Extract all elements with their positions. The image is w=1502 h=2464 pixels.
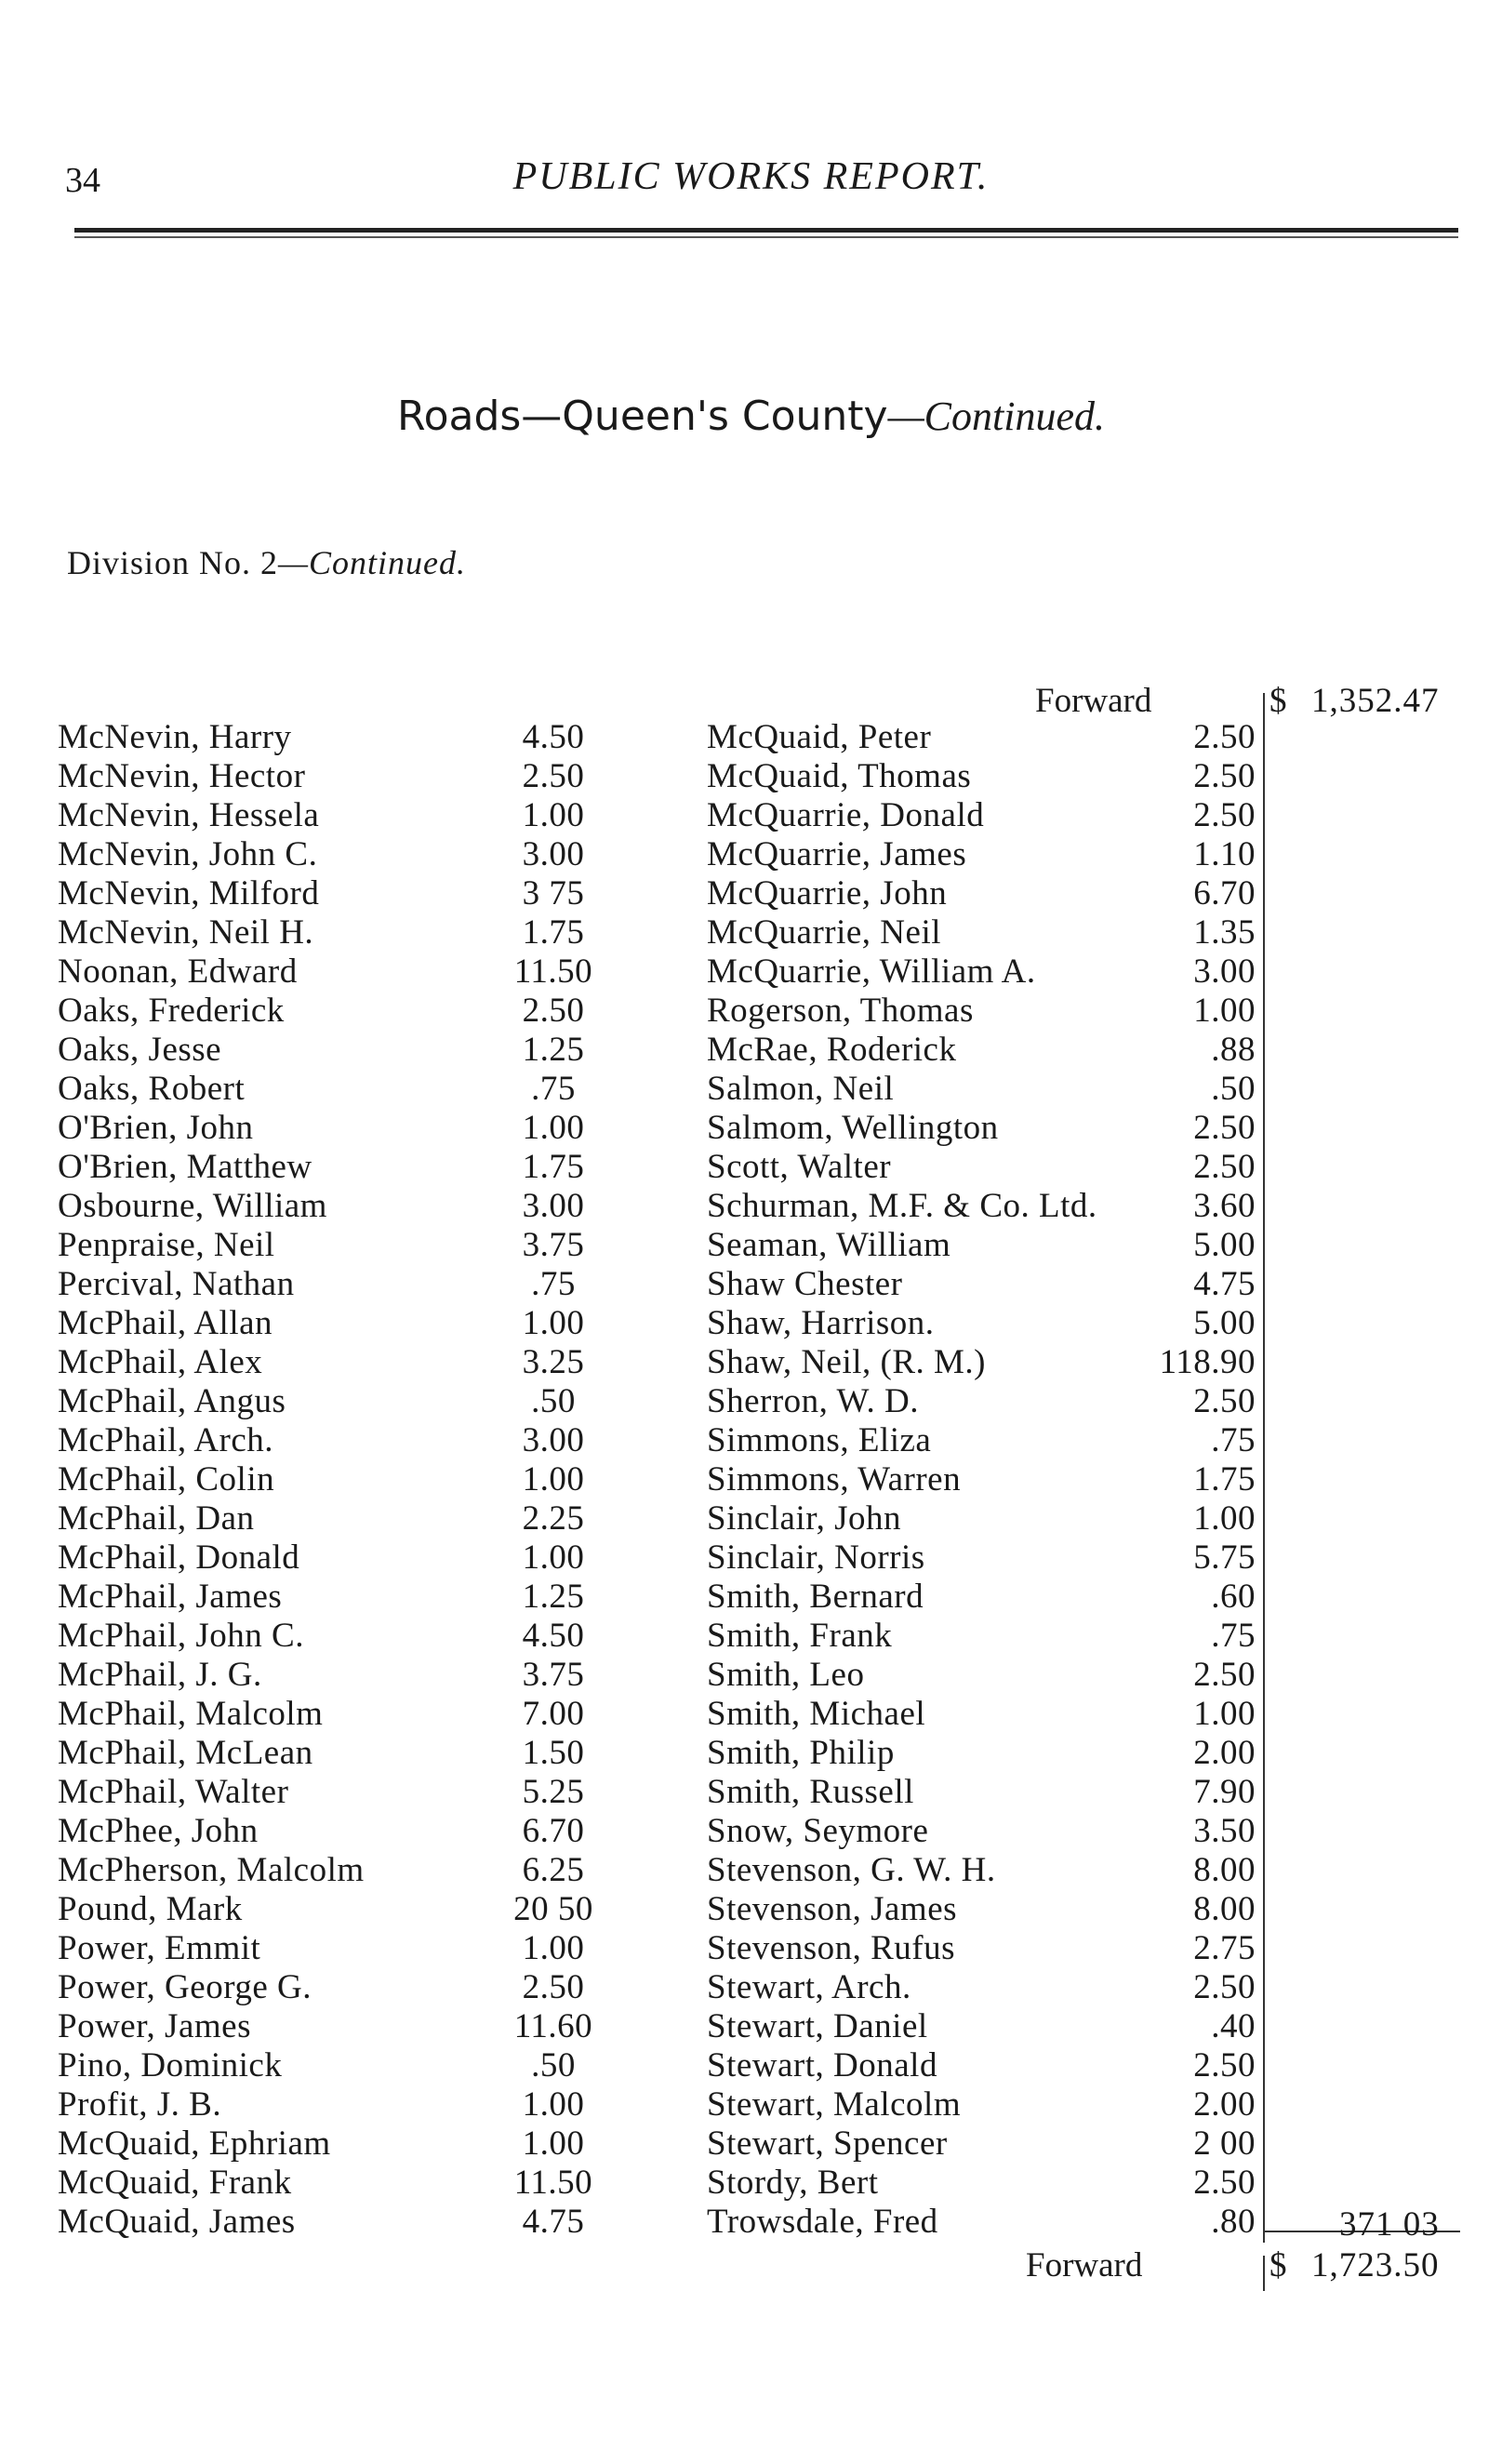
- entry-name: Smith, Frank: [707, 1617, 893, 1655]
- entry-amount: 2.00: [1193, 2085, 1256, 2124]
- left-amounts-column: [502, 718, 605, 2242]
- entry-amount: .75: [1211, 1421, 1256, 1459]
- entry-amount: 5.25: [522, 1773, 585, 1811]
- entry-name: O'Brien, Matthew: [58, 1148, 312, 1186]
- right-names-column: [707, 718, 1097, 2242]
- entry-name: Pino, Dominick: [58, 2046, 283, 2084]
- entry-name: Scott, Walter: [707, 1148, 892, 1186]
- amount-column-rule: [1263, 693, 1265, 2243]
- entry-amount: 7.90: [1193, 1773, 1256, 1811]
- entry-amount: 1.00: [522, 1929, 585, 1967]
- entry-name: McPhail, Colin: [58, 1460, 275, 1498]
- entry-amount: 2.50: [522, 992, 585, 1030]
- entry-name: Oaks, Jesse: [58, 1031, 222, 1069]
- entry-name: McNevin, Hector: [58, 757, 306, 795]
- entry-amount: 2.50: [1193, 2046, 1256, 2084]
- entry-name: Profit, J. B.: [58, 2085, 222, 2124]
- entry-name: Rogerson, Thomas: [707, 992, 974, 1030]
- entry-name: McPhail, John C.: [58, 1617, 304, 1655]
- entry-name: McPhail, Allan: [58, 1304, 273, 1342]
- entry-amount: 5.75: [1193, 1538, 1256, 1577]
- entry-amount: 1.00: [522, 796, 585, 834]
- entry-name: Oaks, Robert: [58, 1070, 246, 1108]
- entry-amount: 2.50: [522, 1968, 585, 2006]
- entry-amount: 1.00: [1193, 1695, 1256, 1733]
- forward-column-rule: [1263, 2256, 1265, 2291]
- entry-amount: 1.00: [522, 2124, 585, 2163]
- entry-name: McPhail, Arch.: [58, 1421, 274, 1459]
- entry-amount: 1.75: [1193, 1460, 1256, 1498]
- entry-name: Stordy, Bert: [707, 2164, 879, 2202]
- entry-amount: 1.00: [522, 1304, 585, 1342]
- entry-name: Stewart, Spencer: [707, 2124, 948, 2163]
- entry-name: Salmom, Wellington: [707, 1109, 999, 1147]
- entry-amount: 8.00: [1193, 1851, 1256, 1889]
- entry-name: Stewart, Donald: [707, 2046, 937, 2084]
- entry-name: McNevin, Harry: [58, 718, 292, 756]
- entry-name: McQuarrie, Neil: [707, 913, 942, 952]
- entry-name: McQuaid, Thomas: [707, 757, 972, 795]
- entry-name: Seaman, William: [707, 1226, 951, 1264]
- division-heading: [67, 543, 466, 582]
- entry-amount: .75: [531, 1070, 576, 1108]
- entry-name: Sinclair, John: [707, 1499, 902, 1538]
- entry-amount: 3.00: [522, 1421, 585, 1459]
- entry-amount: 1.00: [1193, 992, 1256, 1030]
- right-amounts-column: [1116, 718, 1256, 2242]
- entry-name: Sherron, W. D.: [707, 1382, 919, 1420]
- entry-amount: 2.75: [1193, 1929, 1256, 1967]
- entry-amount: 3.75: [522, 1226, 585, 1264]
- entry-amount: .50: [531, 1382, 576, 1420]
- section-title: Roads—Queen's County: [396, 393, 888, 440]
- entry-name: McNevin, Hessela: [58, 796, 320, 834]
- entry-amount: .88: [1211, 1031, 1256, 1069]
- entry-amount: 6.70: [1193, 874, 1256, 912]
- section-title-continued: —Continued.: [887, 393, 1106, 439]
- entry-amount: 1.00: [522, 1538, 585, 1577]
- entry-amount: 5.00: [1193, 1304, 1256, 1342]
- entry-amount: 2.50: [1193, 757, 1256, 795]
- entry-amount: 3.00: [1193, 952, 1256, 991]
- forward-dollar-top: $: [1269, 682, 1287, 720]
- entry-amount: .50: [531, 2046, 576, 2084]
- entry-amount: .80: [1211, 2203, 1256, 2241]
- entry-amount: 3.50: [1193, 1812, 1256, 1850]
- entry-amount: 1.50: [522, 1734, 585, 1772]
- entry-name: Osbourne, William: [58, 1187, 327, 1225]
- entry-name: Pound, Mark: [58, 1890, 243, 1928]
- entry-amount: 2.50: [1193, 1656, 1256, 1694]
- entry-name: Power, George G.: [58, 1968, 312, 2006]
- entry-name: Stevenson, James: [707, 1890, 958, 1928]
- entry-amount: 1.75: [522, 913, 585, 952]
- entry-name: McPhail, Donald: [58, 1538, 300, 1577]
- entry-name: McQuarrie, William A.: [707, 952, 1036, 991]
- entry-name: McQuarrie, John: [707, 874, 948, 912]
- entry-amount: 4.75: [1193, 1265, 1256, 1303]
- division-label: Division No. 2: [67, 544, 279, 581]
- entry-amount: .75: [531, 1265, 576, 1303]
- header-rule-thin: [74, 236, 1458, 238]
- entry-name: Power, Emmit: [58, 1929, 261, 1967]
- entry-name: Smith, Michael: [707, 1695, 926, 1733]
- entry-amount: 4.75: [522, 2203, 585, 2241]
- entry-name: Penpraise, Neil: [58, 1226, 275, 1264]
- entry-amount: 11.50: [513, 952, 593, 991]
- entry-name: Shaw, Harrison.: [707, 1304, 935, 1342]
- entry-name: McPhail, Alex: [58, 1343, 263, 1381]
- entry-amount: .40: [1211, 2007, 1256, 2045]
- running-title: PUBLIC WORKS REPORT.: [512, 155, 990, 198]
- entry-name: McPhail, James: [58, 1578, 283, 1616]
- section-heading: [0, 393, 1502, 440]
- division-continued: —Continued.: [278, 544, 467, 581]
- entry-name: Shaw, Neil, (R. M.): [707, 1343, 986, 1381]
- entry-amount: 3.25: [522, 1343, 585, 1381]
- entry-name: Smith, Bernard: [707, 1578, 924, 1616]
- entry-amount: 2.00: [1193, 1734, 1256, 1772]
- entry-name: Stewart, Malcolm: [707, 2085, 962, 2124]
- entry-amount: 118.90: [1159, 1343, 1256, 1381]
- entry-amount: 1.35: [1193, 913, 1256, 952]
- entry-amount: 1.00: [522, 1109, 585, 1147]
- entry-amount: .75: [1211, 1617, 1256, 1655]
- entry-amount: 8.00: [1193, 1890, 1256, 1928]
- entry-name: McPhail, McLean: [58, 1734, 313, 1772]
- entry-name: Stewart, Arch.: [707, 1968, 911, 2006]
- entry-amount: 1.10: [1193, 835, 1256, 873]
- entry-name: O'Brien, John: [58, 1109, 254, 1147]
- entry-amount: 5.00: [1193, 1226, 1256, 1264]
- entry-name: Noonan, Edward: [58, 952, 298, 991]
- entry-name: McPhail, Angus: [58, 1382, 286, 1420]
- entry-name: McRae, Roderick: [707, 1031, 957, 1069]
- entry-name: McPhail, Malcolm: [58, 1695, 324, 1733]
- forward-dollar-bottom: $: [1269, 2246, 1287, 2284]
- entry-amount: 1.75: [522, 1148, 585, 1186]
- entry-amount: 2.25: [522, 1499, 585, 1538]
- entry-amount: 3.00: [522, 1187, 585, 1225]
- entry-amount: 3 75: [522, 874, 585, 912]
- entry-amount: 1.25: [522, 1578, 585, 1616]
- entry-name: Smith, Leo: [707, 1656, 865, 1694]
- entry-name: Power, James: [58, 2007, 251, 2045]
- entry-amount: 3.75: [522, 1656, 585, 1694]
- entry-amount: 4.50: [522, 1617, 585, 1655]
- entry-name: McNevin, Milford: [58, 874, 320, 912]
- entry-name: Salmon, Neil: [707, 1070, 895, 1108]
- entry-amount: 2.50: [1193, 718, 1256, 756]
- forward-label-bottom: Forward: [1026, 2246, 1143, 2284]
- entry-amount: 1.25: [522, 1031, 585, 1069]
- entry-name: Smith, Philip: [707, 1734, 895, 1772]
- left-names-column: [58, 718, 365, 2242]
- column-total: 371 03: [1339, 2205, 1440, 2244]
- forward-amount-bottom: 1,723.50: [1311, 2246, 1440, 2284]
- forward-label-top: Forward: [1035, 682, 1152, 720]
- entry-name: Stevenson, G. W. H.: [707, 1851, 996, 1889]
- entry-amount: 11.60: [513, 2007, 593, 2045]
- entry-amount: .60: [1211, 1578, 1256, 1616]
- entry-name: McPhee, John: [58, 1812, 259, 1850]
- entry-amount: 2.50: [1193, 1148, 1256, 1186]
- entry-name: McQuaid, Ephriam: [58, 2124, 331, 2163]
- entry-name: Sinclair, Norris: [707, 1538, 925, 1577]
- page-number: 34: [65, 161, 100, 200]
- entry-name: Simmons, Eliza: [707, 1421, 932, 1459]
- entry-amount: 4.50: [522, 718, 585, 756]
- entry-amount: 2.50: [522, 757, 585, 795]
- entry-name: McQuaid, James: [58, 2203, 296, 2241]
- entry-amount: 1.00: [522, 2085, 585, 2124]
- entry-amount: 3.60: [1193, 1187, 1256, 1225]
- entry-amount: 2.50: [1193, 1109, 1256, 1147]
- entry-amount: 1.00: [522, 1460, 585, 1498]
- entry-name: McQuarrie, James: [707, 835, 967, 873]
- entry-name: Trowsdale, Fred: [707, 2203, 938, 2241]
- entry-amount: 3.00: [522, 835, 585, 873]
- entry-amount: .50: [1211, 1070, 1256, 1108]
- entry-name: McPherson, Malcolm: [58, 1851, 365, 1889]
- entry-amount: 20 50: [513, 1890, 593, 1928]
- entry-name: Simmons, Warren: [707, 1460, 962, 1498]
- header-rule-thick: [74, 228, 1458, 233]
- entry-name: Smith, Russell: [707, 1773, 914, 1811]
- entry-name: Snow, Seymore: [707, 1812, 929, 1850]
- entry-name: McQuaid, Frank: [58, 2164, 292, 2202]
- entry-amount: 6.70: [522, 1812, 585, 1850]
- entry-name: Schurman, M.F. & Co. Ltd.: [707, 1187, 1097, 1225]
- entry-amount: 2 00: [1193, 2124, 1256, 2163]
- forward-amount-top: 1,352.47: [1311, 682, 1440, 720]
- entry-name: Stevenson, Rufus: [707, 1929, 955, 1967]
- entry-name: Oaks, Frederick: [58, 992, 285, 1030]
- entry-name: McNevin, Neil H.: [58, 913, 314, 952]
- entry-amount: 11.50: [513, 2164, 593, 2202]
- entry-amount: 2.50: [1193, 1382, 1256, 1420]
- entry-amount: 7.00: [522, 1695, 585, 1733]
- entry-amount: 2.50: [1193, 1968, 1256, 2006]
- entry-amount: 1.00: [1193, 1499, 1256, 1538]
- entry-name: McNevin, John C.: [58, 835, 318, 873]
- entry-name: McPhail, Dan: [58, 1499, 255, 1538]
- entry-name: McQuarrie, Donald: [707, 796, 985, 834]
- entry-name: Stewart, Daniel: [707, 2007, 928, 2045]
- entry-amount: 2.50: [1193, 796, 1256, 834]
- entry-name: Shaw Chester: [707, 1265, 903, 1303]
- entry-amount: 2.50: [1193, 2164, 1256, 2202]
- entry-amount: 6.25: [522, 1851, 585, 1889]
- entry-name: McQuaid, Peter: [707, 718, 932, 756]
- entry-name: Percival, Nathan: [58, 1265, 295, 1303]
- entry-name: McPhail, J. G.: [58, 1656, 262, 1694]
- entry-name: McPhail, Walter: [58, 1773, 289, 1811]
